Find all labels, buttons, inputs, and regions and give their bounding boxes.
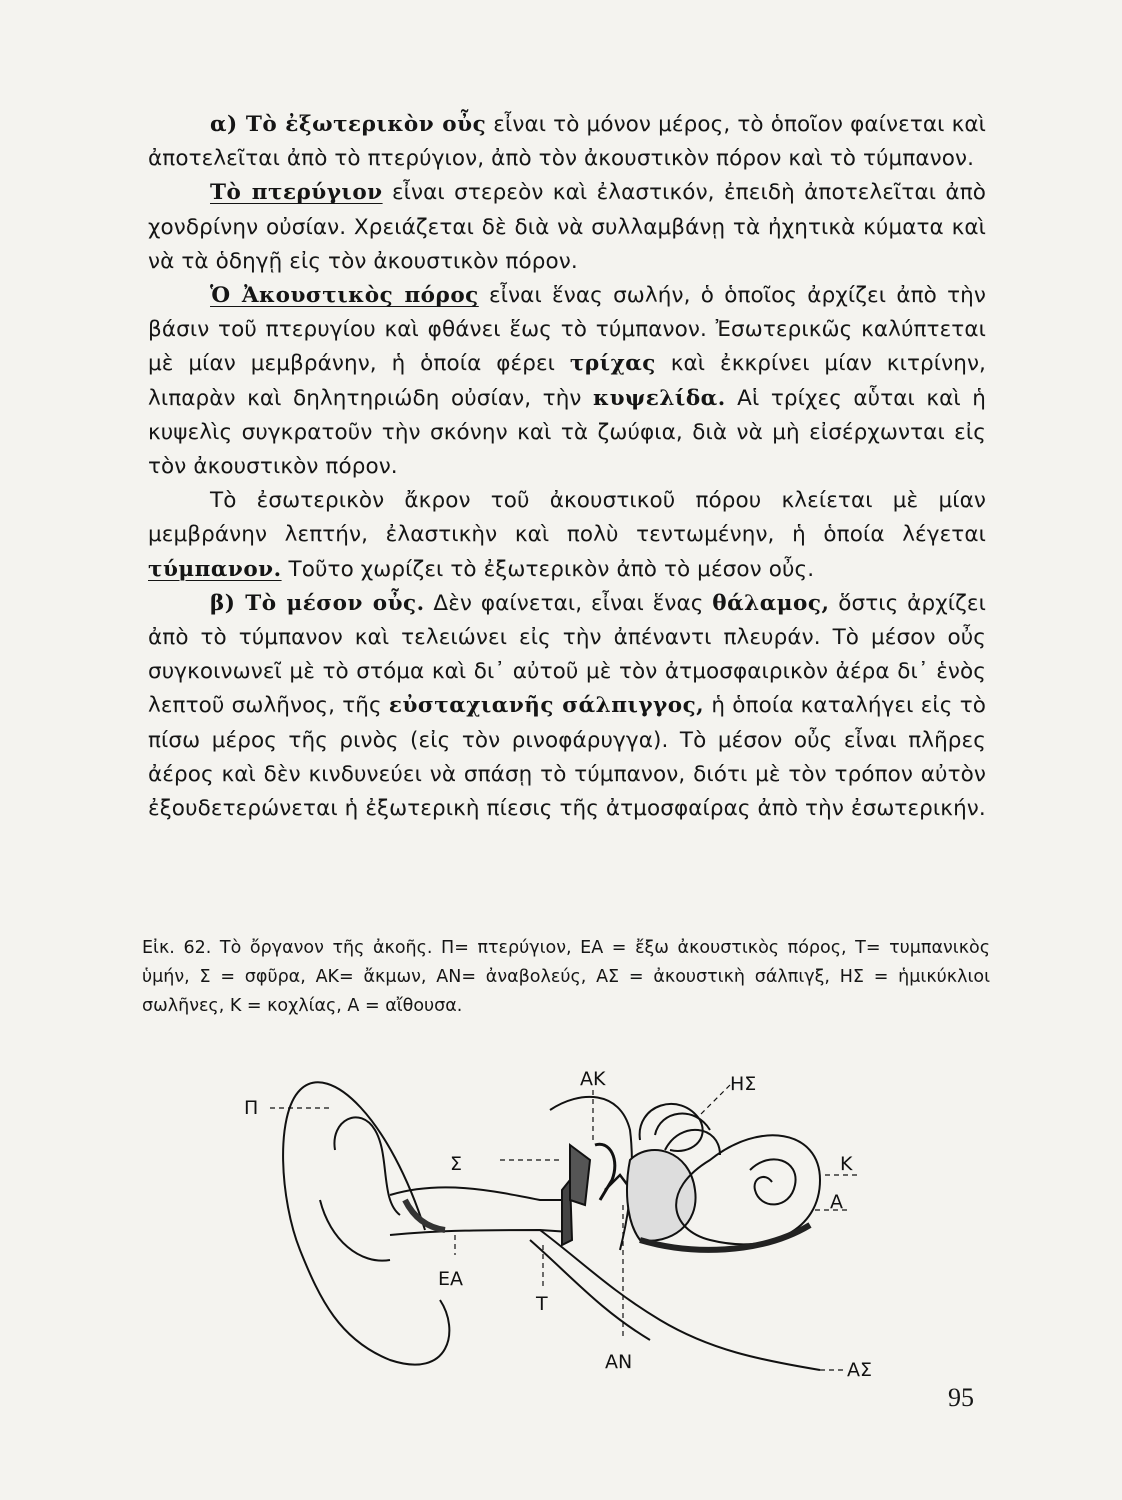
pinna-inner xyxy=(334,1117,400,1215)
pinna-antihelix xyxy=(320,1200,390,1261)
paragraph-pinna: Τὸ πτερύγιον εἶναι στερεὸν καὶ ἐλαστικόν, ἐπειδὴ ἀποτελεῖται ἀπὸ χονδρίνην οὐσίαν. Χρειάζεται δὲ διὰ νὰ συλλαμβάνῃ τὰ ἠχητικὰ κύματα καὶ νὰ τὰ ὁδηγῇ εἰς τὸν ἀκουστικὸν πόρον. xyxy=(148,180,987,274)
body-text xyxy=(148,108,986,826)
heading-outer-ear: α) Τὸ ἐξωτερικὸν οὖς xyxy=(210,112,487,137)
canal-shading xyxy=(405,1200,445,1230)
heading-middle-ear: β) Τὸ μέσον οὖς. xyxy=(210,590,425,616)
ear-drawing xyxy=(283,1082,820,1370)
cochlea-spiral xyxy=(750,1159,796,1204)
ear-canal-upper xyxy=(390,1187,570,1200)
anvil-shape xyxy=(595,1144,615,1200)
term-eardrum: τύμπανον. xyxy=(148,556,282,582)
paragraph-canal: Ὁ Ἀκουστικὸς πόρος εἶναι ἕνας σωλήν, ὁ ὁποῖος ἀρχίζει ἀπὸ τὴν βάσιν τοῦ πτερυγίου καὶ φθάνει ἕως τὸ τύμπανον. Ἐσωτερικῶς καλύπτεται μὲ μίαν μεμβράνην, ἡ ὁποία φέρει τρίχας καὶ ἐκκρίνει μίαν κιτρίνην, λιπαρὰν καὶ δηλητηριώδη οὐσίαν, τὴν κυψελίδα. Αἱ τρίχες αὗται καὶ ἡ κυψελὶς συγκρατοῦν τὴν σκόνην καὶ τὰ ζωύφια, διὰ νὰ μὴ εἰσέρχωνται εἰς τὸν ἀκουστικὸν πόρον. xyxy=(148,283,986,480)
label-pinna: Π xyxy=(244,1097,259,1119)
paragraph-eardrum: Τὸ ἐσωτερικὸν ἄκρον τοῦ ἀκουστικοῦ πόρου κλείεται μὲ μίαν μεμβράνην λεπτήν, ἐλαστικὴν καὶ πολὺ τεντωμένην, ἡ ὁποία λέγεται τύμπανον. Τοῦτο χωρίζει τὸ ἐξωτερικὸν ἀπὸ τὸ μέσον οὖς. xyxy=(148,488,986,582)
label-tube: ΑΣ xyxy=(847,1359,873,1380)
label-canal: ΕΑ xyxy=(438,1268,464,1290)
ear-diagram xyxy=(240,1050,880,1380)
eustachian-tube-lower xyxy=(530,1240,650,1340)
page-number: 95 xyxy=(948,1383,974,1412)
hammer-shape xyxy=(570,1145,590,1205)
term-hairs: τρίχας xyxy=(569,351,656,377)
semicircular-canal-1 xyxy=(640,1104,703,1151)
term-chamber: θάλαμος, xyxy=(712,590,830,616)
label-stirrup: ΑΝ xyxy=(605,1351,633,1373)
label-cochlea: Κ xyxy=(840,1153,853,1175)
label-eardrum: Τ xyxy=(536,1293,548,1315)
label-vestibule: Α xyxy=(830,1191,843,1213)
figure-labels xyxy=(244,1068,872,1380)
term-canal: Ὁ Ἀκουστικὸς πόρος xyxy=(210,283,479,309)
paragraph-middle-ear: β) Τὸ μέσον οὖς. Δὲν φαίνεται, εἶναι ἕνας θάλαμος, ὅστις ἀρχίζει ἀπὸ τὸ τύμπανον καὶ τελειώνει εἰς τὴν ἀπέναντι πλευράν. Τὸ μέσον οὖς συγκοινωνεῖ μὲ τὸ στόμα καὶ δι᾽ αὐτοῦ μὲ τὸν ἀτμοσφαιρικὸν ἀέρα δι᾽ ἑνὸς λεπτοῦ σωλῆνος, τῆς εὐσταχιανῆς σάλπιγγος, ἡ ὁποία καταλήγει εἰς τὸ πίσω μέρος τῆς ρινὸς (εἰς τὸν ρινοφάρυγγα). Τὸ μέσον οὖς εἶναι πλῆρες ἀέρος καὶ δὲν κινδυνεύει νὰ σπάσῃ τὸ τύμπανον, διότι μὲ τὸν τρόπον αὐτὸν ἐξουδετερώνεται ἡ ἐξωτερικὴ πίεσις τῆς ἀτμοσφαίρας ἀπὸ τὴν ἐσωτερικήν. xyxy=(148,590,986,822)
term-wax: κυψελίδα. xyxy=(593,385,726,411)
figure-caption: Εἰκ. 62. Τὸ ὄργανον τῆς ἀκοῆς. Π= πτερύγιον, ΕΑ = ἔξω ἀκουστικὸς πόρος, Τ= τυμπανικὸς ὑμήν, Σ = σφῦρα, ΑΚ= ἄκμων, ΑΝ= ἀναβολεύς, ΑΣ = ἀκουστικὴ σάλπιγξ, ΗΣ = ἡμικύκλιοι σωλῆνες, Κ = κοχλίας, Α = αἴθουσα. xyxy=(142,938,990,1016)
term-pinna: Τὸ πτερύγιον xyxy=(210,180,383,206)
label-hammer: Σ xyxy=(450,1153,463,1175)
term-eustachian-tube: εὐσταχιανῆς σάλπιγγος, xyxy=(388,693,705,719)
label-anvil: ΑΚ xyxy=(580,1068,606,1090)
paragraph-outer-ear: α) Τὸ ἐξωτερικὸν οὖς εἶναι τὸ μόνον μέρος, τὸ ὁποῖον φαίνεται καὶ ἀποτελεῖται ἀπὸ τὸ πτερύγιον, ἀπὸ τὸν ἀκουστικὸν πόρον καὶ τὸ τύμπανον. xyxy=(148,112,987,172)
label-canals: ΗΣ xyxy=(730,1073,757,1095)
